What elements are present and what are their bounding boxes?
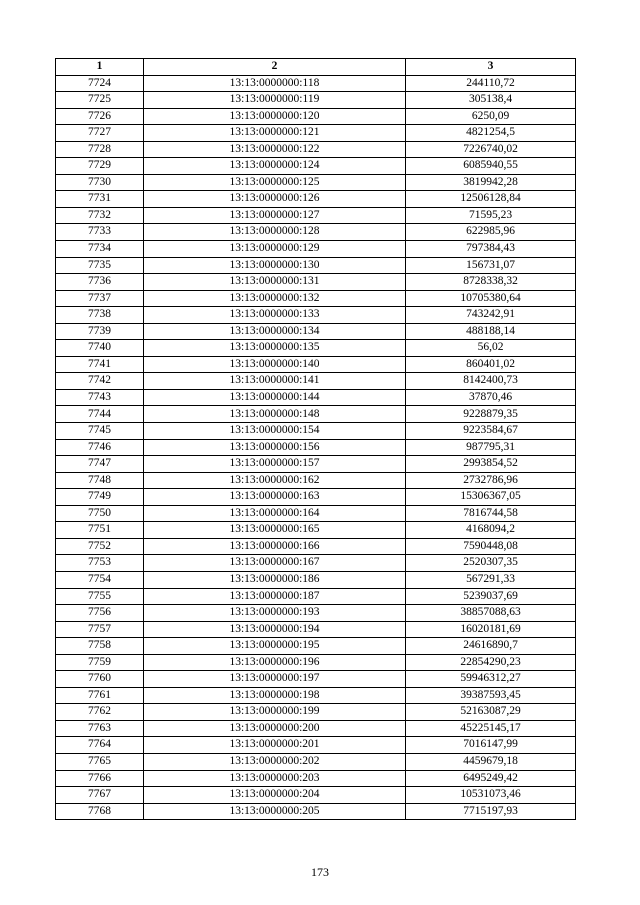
value-cell: 2520307,35 (406, 555, 576, 572)
column-header-1: 1 (56, 59, 144, 76)
row-number-cell: 7760 (56, 671, 144, 688)
row-number-cell: 7747 (56, 456, 144, 473)
row-number-cell: 7764 (56, 737, 144, 754)
cadastral-number-cell: 13:13:0000000:186 (144, 571, 406, 588)
cadastral-number-cell: 13:13:0000000:120 (144, 108, 406, 125)
value-cell: 2993854,52 (406, 456, 576, 473)
cadastral-number-cell: 13:13:0000000:167 (144, 555, 406, 572)
cadastral-number-cell: 13:13:0000000:162 (144, 472, 406, 489)
row-number-cell: 7735 (56, 257, 144, 274)
table-row (56, 373, 576, 390)
table-row (56, 571, 576, 588)
row-number-cell: 7742 (56, 373, 144, 390)
table-row (56, 588, 576, 605)
row-number-cell: 7759 (56, 654, 144, 671)
value-cell: 797384,43 (406, 241, 576, 258)
cadastral-number-cell: 13:13:0000000:121 (144, 125, 406, 142)
cadastral-number-cell: 13:13:0000000:130 (144, 257, 406, 274)
value-cell: 2732786,96 (406, 472, 576, 489)
table-row (56, 257, 576, 274)
row-number-cell: 7739 (56, 323, 144, 340)
cadastral-number-cell: 13:13:0000000:201 (144, 737, 406, 754)
table-row (56, 125, 576, 142)
table-row (56, 770, 576, 787)
column-header-2: 2 (144, 59, 406, 76)
table-body (56, 75, 576, 820)
cadastral-number-cell: 13:13:0000000:144 (144, 389, 406, 406)
value-cell: 24616890,7 (406, 638, 576, 655)
cadastral-number-cell: 13:13:0000000:157 (144, 456, 406, 473)
table-row (56, 439, 576, 456)
cadastral-number-cell: 13:13:0000000:193 (144, 605, 406, 622)
row-number-cell: 7758 (56, 638, 144, 655)
row-number-cell: 7725 (56, 92, 144, 109)
row-number-cell: 7768 (56, 803, 144, 820)
cadastral-number-cell: 13:13:0000000:195 (144, 638, 406, 655)
cadastral-number-cell: 13:13:0000000:165 (144, 522, 406, 539)
table-row (56, 671, 576, 688)
row-number-cell: 7753 (56, 555, 144, 572)
table-row (56, 753, 576, 770)
table-row (56, 456, 576, 473)
cadastral-number-cell: 13:13:0000000:135 (144, 340, 406, 357)
value-cell: 16020181,69 (406, 621, 576, 638)
table-row (56, 274, 576, 291)
cadastral-number-cell: 13:13:0000000:187 (144, 588, 406, 605)
value-cell: 9228879,35 (406, 406, 576, 423)
table-row (56, 241, 576, 258)
cadastral-number-cell: 13:13:0000000:118 (144, 75, 406, 92)
row-number-cell: 7746 (56, 439, 144, 456)
value-cell: 860401,02 (406, 356, 576, 373)
value-cell: 7715197,93 (406, 803, 576, 820)
value-cell: 4459679,18 (406, 753, 576, 770)
row-number-cell: 7754 (56, 571, 144, 588)
value-cell: 4821254,5 (406, 125, 576, 142)
cadastral-number-cell: 13:13:0000000:125 (144, 174, 406, 191)
table-row (56, 224, 576, 241)
value-cell: 56,02 (406, 340, 576, 357)
row-number-cell: 7761 (56, 687, 144, 704)
value-cell: 59946312,27 (406, 671, 576, 688)
row-number-cell: 7728 (56, 141, 144, 158)
table-row (56, 720, 576, 737)
table-row (56, 141, 576, 158)
row-number-cell: 7751 (56, 522, 144, 539)
value-cell: 622985,96 (406, 224, 576, 241)
value-cell: 156731,07 (406, 257, 576, 274)
value-cell: 38857088,63 (406, 605, 576, 622)
value-cell: 39387593,45 (406, 687, 576, 704)
row-number-cell: 7726 (56, 108, 144, 125)
value-cell: 22854290,23 (406, 654, 576, 671)
cadastral-number-cell: 13:13:0000000:200 (144, 720, 406, 737)
cadastral-number-cell: 13:13:0000000:127 (144, 207, 406, 224)
value-cell: 10531073,46 (406, 787, 576, 804)
table-header-row (56, 59, 576, 76)
cadastral-number-cell: 13:13:0000000:154 (144, 423, 406, 440)
row-number-cell: 7757 (56, 621, 144, 638)
row-number-cell: 7736 (56, 274, 144, 291)
value-cell: 6250,09 (406, 108, 576, 125)
cadastral-number-cell: 13:13:0000000:196 (144, 654, 406, 671)
value-cell: 244110,72 (406, 75, 576, 92)
row-number-cell: 7763 (56, 720, 144, 737)
cadastral-number-cell: 13:13:0000000:163 (144, 489, 406, 506)
row-number-cell: 7737 (56, 290, 144, 307)
cadastral-number-cell: 13:13:0000000:166 (144, 538, 406, 555)
value-cell: 45225145,17 (406, 720, 576, 737)
cadastral-number-cell: 13:13:0000000:124 (144, 158, 406, 175)
table-row (56, 803, 576, 820)
table-row (56, 472, 576, 489)
cadastral-number-cell: 13:13:0000000:132 (144, 290, 406, 307)
row-number-cell: 7727 (56, 125, 144, 142)
value-cell: 305138,4 (406, 92, 576, 109)
cadastral-number-cell: 13:13:0000000:164 (144, 505, 406, 522)
cadastral-number-cell: 13:13:0000000:194 (144, 621, 406, 638)
value-cell: 71595,23 (406, 207, 576, 224)
table-row (56, 704, 576, 721)
table-row (56, 787, 576, 804)
row-number-cell: 7733 (56, 224, 144, 241)
data-table (55, 58, 576, 820)
cadastral-number-cell: 13:13:0000000:203 (144, 770, 406, 787)
value-cell: 7226740,02 (406, 141, 576, 158)
table-row (56, 522, 576, 539)
table-row (56, 638, 576, 655)
table-row (56, 75, 576, 92)
row-number-cell: 7745 (56, 423, 144, 440)
cadastral-number-cell: 13:13:0000000:197 (144, 671, 406, 688)
table-row (56, 406, 576, 423)
table-row (56, 737, 576, 754)
table-row (56, 654, 576, 671)
cadastral-number-cell: 13:13:0000000:140 (144, 356, 406, 373)
table-row (56, 108, 576, 125)
table-row (56, 687, 576, 704)
row-number-cell: 7766 (56, 770, 144, 787)
row-number-cell: 7724 (56, 75, 144, 92)
value-cell: 12506128,84 (406, 191, 576, 208)
row-number-cell: 7744 (56, 406, 144, 423)
value-cell: 488188,14 (406, 323, 576, 340)
table-row (56, 340, 576, 357)
value-cell: 9223584,67 (406, 423, 576, 440)
cadastral-number-cell: 13:13:0000000:122 (144, 141, 406, 158)
row-number-cell: 7756 (56, 605, 144, 622)
cadastral-number-cell: 13:13:0000000:128 (144, 224, 406, 241)
table-row (56, 538, 576, 555)
cadastral-number-cell: 13:13:0000000:199 (144, 704, 406, 721)
value-cell: 15306367,05 (406, 489, 576, 506)
value-cell: 7816744,58 (406, 505, 576, 522)
value-cell: 5239037,69 (406, 588, 576, 605)
row-number-cell: 7740 (56, 340, 144, 357)
table-row (56, 555, 576, 572)
table-row (56, 174, 576, 191)
value-cell: 987795,31 (406, 439, 576, 456)
row-number-cell: 7752 (56, 538, 144, 555)
table-row (56, 323, 576, 340)
cadastral-number-cell: 13:13:0000000:205 (144, 803, 406, 820)
row-number-cell: 7734 (56, 241, 144, 258)
row-number-cell: 7750 (56, 505, 144, 522)
row-number-cell: 7755 (56, 588, 144, 605)
row-number-cell: 7749 (56, 489, 144, 506)
table-row (56, 307, 576, 324)
value-cell: 7016147,99 (406, 737, 576, 754)
cadastral-number-cell: 13:13:0000000:198 (144, 687, 406, 704)
table-row (56, 489, 576, 506)
table-row (56, 158, 576, 175)
row-number-cell: 7741 (56, 356, 144, 373)
value-cell: 3819942,28 (406, 174, 576, 191)
row-number-cell: 7767 (56, 787, 144, 804)
value-cell: 10705380,64 (406, 290, 576, 307)
table-row (56, 505, 576, 522)
row-number-cell: 7762 (56, 704, 144, 721)
value-cell: 4168094,2 (406, 522, 576, 539)
value-cell: 6495249,42 (406, 770, 576, 787)
row-number-cell: 7738 (56, 307, 144, 324)
row-number-cell: 7731 (56, 191, 144, 208)
table-row (56, 290, 576, 307)
row-number-cell: 7729 (56, 158, 144, 175)
value-cell: 6085940,55 (406, 158, 576, 175)
cadastral-number-cell: 13:13:0000000:141 (144, 373, 406, 390)
row-number-cell: 7748 (56, 472, 144, 489)
column-header-3: 3 (406, 59, 576, 76)
table-row (56, 207, 576, 224)
row-number-cell: 7732 (56, 207, 144, 224)
value-cell: 567291,33 (406, 571, 576, 588)
value-cell: 8142400,73 (406, 373, 576, 390)
cadastral-number-cell: 13:13:0000000:119 (144, 92, 406, 109)
cadastral-number-cell: 13:13:0000000:202 (144, 753, 406, 770)
value-cell: 8728338,32 (406, 274, 576, 291)
cadastral-number-cell: 13:13:0000000:204 (144, 787, 406, 804)
page-number: 173 (311, 865, 329, 879)
value-cell: 743242,91 (406, 307, 576, 324)
value-cell: 7590448,08 (406, 538, 576, 555)
cadastral-number-cell: 13:13:0000000:129 (144, 241, 406, 258)
table-row (56, 191, 576, 208)
row-number-cell: 7743 (56, 389, 144, 406)
value-cell: 52163087,29 (406, 704, 576, 721)
table-row (56, 621, 576, 638)
cadastral-number-cell: 13:13:0000000:148 (144, 406, 406, 423)
cadastral-number-cell: 13:13:0000000:133 (144, 307, 406, 324)
table-row (56, 423, 576, 440)
table-row (56, 356, 576, 373)
cadastral-number-cell: 13:13:0000000:126 (144, 191, 406, 208)
cadastral-number-cell: 13:13:0000000:134 (144, 323, 406, 340)
row-number-cell: 7730 (56, 174, 144, 191)
cadastral-number-cell: 13:13:0000000:156 (144, 439, 406, 456)
value-cell: 37870,46 (406, 389, 576, 406)
row-number-cell: 7765 (56, 753, 144, 770)
table-row (56, 389, 576, 406)
table-row (56, 92, 576, 109)
table-row (56, 605, 576, 622)
cadastral-number-cell: 13:13:0000000:131 (144, 274, 406, 291)
